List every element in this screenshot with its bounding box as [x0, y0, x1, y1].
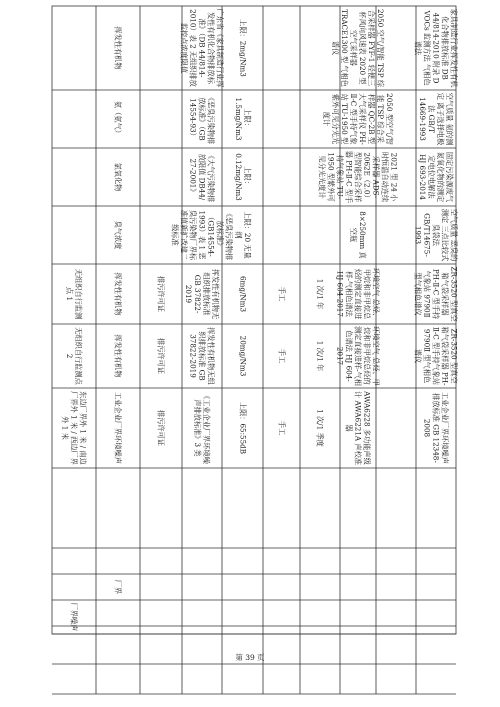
cell-basis-7: 排污许可证: [156, 410, 166, 446]
cell-basis-6: 排污许可证: [156, 338, 166, 374]
cell-basis-5: 排污许可证: [156, 276, 166, 312]
cell-sampling-6: 环境空气 总烃、甲烷和非甲烷总烃的测定直接进样-气相色谱法 HJ 604-2017: [335, 326, 381, 386]
cell-pollutant-2: 氨（氨气）: [113, 101, 123, 137]
cell-limit-1: 上限：2mg/Nm3: [238, 19, 247, 77]
cell-point-7: 东边厂界外 1 米 / 南边厂界外 1 米 / 西边厂界外 1 米: [60, 391, 88, 465]
cell-limit-2: 上限：1.5mg/Nm3: [233, 97, 252, 141]
cell-analysis-1: 家具制造行业挥发性有机化合物排放标准 DB 44/814-2010 附录 D VOCs 监测方法 气相色谱法: [413, 8, 459, 88]
cell-analysis-3: 固定污染源废气 氮氧化物的测定 定电位电解法 HJ 693-2014: [418, 151, 454, 203]
cell-standard-4: 《恶臭污染物排放标准》（GB14554-1993）表 1 恶臭污染物厂界标准值新扩改建二级标准: [170, 209, 234, 261]
cell-pollutant-7: 工业企业厂界环境噪声: [113, 392, 123, 464]
cell-standard-6: 挥发性有机物无组织排放标准 GB 37822-2019: [188, 327, 216, 385]
cell-method-7: 手工: [277, 420, 286, 436]
cell-standard-5: 挥发性有机物无组织排放标准 GB 37822-2019: [184, 268, 220, 320]
cell-pollutant-6: 挥发性有机物: [113, 334, 123, 378]
cell-analysis-2: 空气质量 氨的测定 离子选择电极法 GB/T 14669-1993: [418, 92, 454, 146]
cell-frequency-5: 1 次/1 年: [315, 278, 325, 310]
cell-limit-5: 6mg/Nm3: [238, 275, 247, 313]
cell-sampling-5: 环境空气 总烃、甲烷和非甲烷总烃的测定直接进样-气相色谱法 HJ 604-2017: [335, 267, 381, 321]
cell-analysis-4: 空气质量 恶臭的测定 三点比较式臭袋法 GB/T14675-1993: [413, 208, 459, 262]
cell-sampling-2: 2050 型空气/智能 TSP 综合采样器 QC-2B 型大气采样仪 PH-Ⅱ-C 型手持气象站 TU-1950 型紫外可见分光光度计: [322, 93, 394, 145]
cell-pollutant-3: 氯氧化物: [113, 162, 123, 192]
cell-sampling-1: 2050 空气/智能 TSP 综合采样器 FYF-1 轻便三杯风向风速表 2020 型 空气采样器 TRACE1300 型 气相色谱仪: [331, 8, 385, 88]
page-number: 第 39 页: [235, 653, 265, 662]
cell-method-5: 手工: [277, 286, 286, 302]
cell-analysis-6: ZR-3520 型真空箱气袋采样器 PH-Ⅱ-C 型手持气象站 9790Ⅱ 型气相色谱仪: [413, 326, 459, 386]
cell-category: 厂界噪声: [69, 602, 79, 632]
cell-standard-7: 《工业企业厂界环境噪声排放标准》3 类: [193, 392, 211, 464]
cell-limit-4: 上限：20 无量纲: [233, 211, 252, 259]
cell-standard-2: 《恶臭污染物排放标准》（GB 14554-93）: [188, 93, 216, 145]
cell-sub-category: 厂界: [113, 579, 123, 595]
cell-standard-3: 《大气污染物排放限值 DB44/ 27-2001》: [188, 151, 216, 203]
cell-pollutant-1: 挥发性有机物: [113, 26, 123, 70]
cell-pollutant-4: 臭气浓度: [113, 220, 123, 250]
cell-pollutant-5: 挥发性有机物: [113, 272, 123, 316]
cell-frequency-7: 1 次/1 季度: [315, 409, 325, 447]
cell-limit-3: 上限：0.12mg/Nm3: [233, 153, 252, 201]
cell-sampling-4: 8×250mm 真空瓶: [349, 211, 367, 259]
cell-sampling-7: AWA6228 多功能声级计 AWA6221A 声校准器: [344, 391, 372, 465]
cell-standard-1: 广东省《家具制造行业挥发性有机化合物排放标准》（DB 44/814-2010）表 2 无组织排放监控点浓度限值: [179, 8, 225, 88]
cell-limit-6: 20mg/Nm3: [238, 335, 247, 377]
cell-sampling-3: 2021 型 24 小时恒温自动连续采样器 ADS-2062E（2.0）型智能综合采样器 PH-Ⅱ-C 型手持气象站 TU-1950 型紫外可见分光光度计: [317, 150, 399, 204]
cell-analysis-5: ZR-3520 型真空箱气袋采样器 PH-Ⅱ-C 型手持气象站 9790Ⅱ 型气相色谱仪: [413, 266, 459, 322]
cell-analysis-7: 工业企业厂界环境噪声排放标准 GB 12348-2008: [422, 392, 450, 464]
cell-limit-7: 上限：65:55dB: [238, 401, 247, 455]
cell-point-5: 无组织自行监测点 1: [65, 268, 83, 320]
cell-method-6: 手工: [277, 348, 286, 364]
cell-frequency-6: 1 次/1 年: [315, 340, 325, 372]
cell-point-6: 无组织自行监测点 2: [65, 327, 83, 385]
